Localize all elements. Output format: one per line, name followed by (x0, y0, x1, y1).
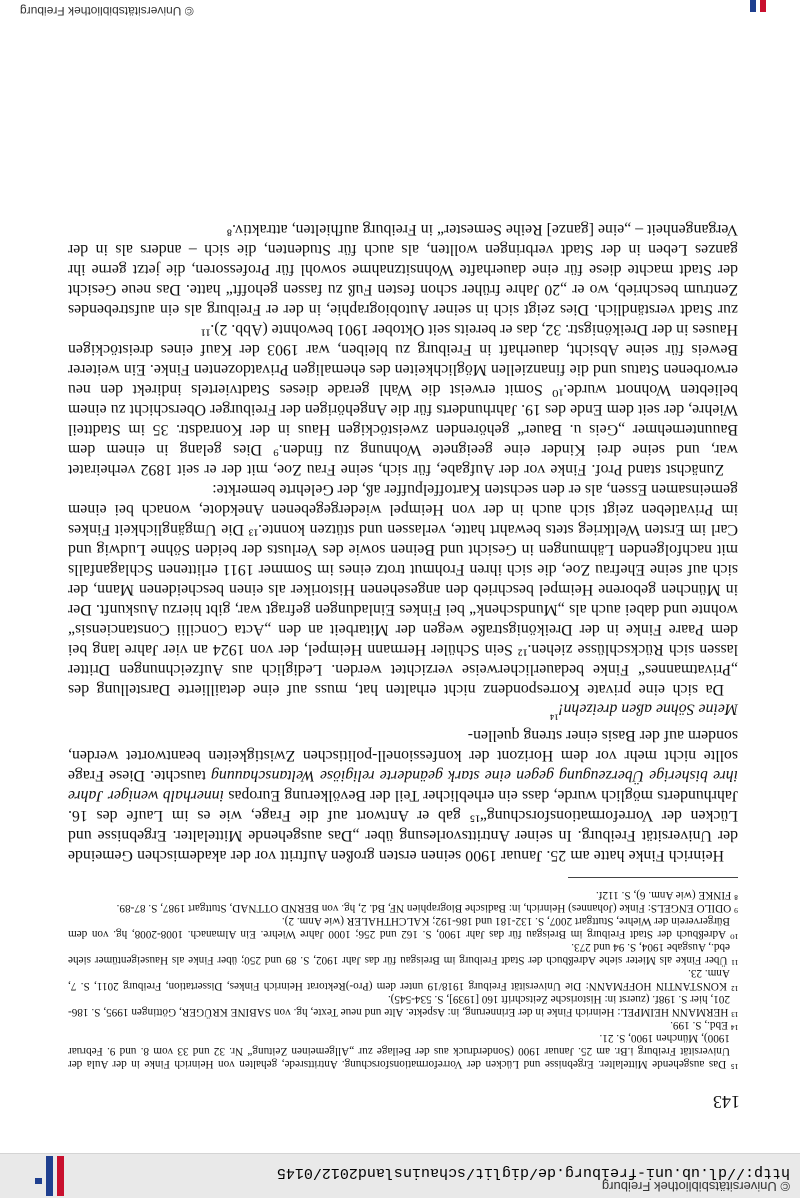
footnote: ¹³ HERMANN HEIMPEL: Heinrich Finke in der Erinnerung, in: Aspekte. Alte und neue Texte, hg. von SABINE KRÜGER, Göttingen 1995, S. 186-201, hier S. 198f. (zuerst in: Historische Zeitschrift 160 [1939], S. 534-545). (68, 993, 738, 1018)
body-paragraph: Da sich eine private Korrespondenz nicht erhalten hat, muss auf eine detaillierte Darstellung des „Privatmannes“ Finke bedauerlicherweise verzichtet werden. Lediglich aus Aufzeichnungen Dritter lassen sich Rückschlüsse ziehen.¹² Sein Schüler Hermann Heimpel, der von 1924 an vier Jahre lang bei dem Paare Finke in der Dreikönigstraße wegen der Mitarbeit an den „Acta Concilii Constanciensis“ wohnte und dabei auch als „Mundschenk“ bei Finkes Einladungen gefragt war, gibt hierzu Auskunft. Der in München geborene Heimpel beschrieb den angesehenen Historiker als einen bescheidenen Mann, der sich auf seine Ehefrau Zoe, die sich ihren Frohmut trotz eines im Sommer 1911 erlittenen Schlaganfalls mit nachfolgenden Lähmungen in Gesicht und Beinen sowie des Verlusts der beiden Söhne Ludwig und Carl im Ersten Weltkrieg stets bewahrt hatte, verlassen und stützen konnte.¹³ Die Umgänglichkeit Finkes im Privatleben zeigt sich auch in der von Heimpel wiedergegebenen Anekdote, wonach bei einem gemeinsamen Essen, als er den sechsten Kartoffelpuffer aß, der Gelehrte bemerkte: (68, 480, 738, 698)
body-paragraph: Zunächst stand Prof. Finke vor der Aufgabe, für sich, seine Frau Zoe, mit der er seit 1892 verheiratet war, und seine drei Kinder eine geeignete Wohnung zu finden.⁹ Dies gelang in einem dem Bauunternehmer „Geis u. Bauer“ gehörenden zweistöckigen Haus in der Konradstr. 35 im Stadtteil Wiehre, der seit dem Ende des 19. Jahrhunderts für die Angehörigen der Freiburger Oberschicht zu einem beliebten Wohnort wurde.¹⁰ Somit erweist die Wahl gerade dieses Stadtviertels indirekt den neu erworbenen Status und die finanziellen Möglichkeiten des ehemaligen Privatdozenten Finke. Ein weiterer Beweis für seine Absicht, dauerhaft in Freiburg zu bleiben, war 1903 der Kauf eines dreistöckigen Hauses in der Dreikönigstr. 32, das er bereits seit Oktober 1901 bewohnte (Abb. 2).¹¹ (68, 320, 738, 478)
footnote: ⁹ ODILO ENGELS: Finke (Johannes) Heinrich, in: Badische Biographien NF, Bd. 2, hg. von BERND OTTNAD, Stuttgart 1987, S. 87-89. (116, 902, 738, 914)
footnote: ¹⁰ Adreßbuch der Stadt Freiburg im Breisgau für das Jahr 1900, S. 162 und 256; 1000 Jahre Wiehre. Ein Almanach. 1008-2008, hg. von dem Bürgerverein der Wiehre, Stuttgart 2007, S. 132-181 und 186-192; KALCHTHALER (wie Anm. 2). (68, 915, 738, 940)
permalink-url[interactable]: http://dl.ub.uni-freiburg.de/diglit/schauinsland2012/0145 (276, 1164, 790, 1181)
body-paragraph: zur Stadt verständlich. Dies zeigt sich in seiner Autobiographie, in der er Freiburg als ein aufstrebendes Zentrum beschrieb, wo er „20 Jahre früher schon festen Fuß zu fassen gehofft“ hatte. Das neue Gesicht der Stadt machte diese für eine dauerhafte Wohnsitznahme sowohl für Professoren, die jetzt gerne ihr ganzes Leben in der Stadt verbringen wollten, als auch für Studenten, die sich – anders als in der Vergangenheit – „eine [ganze] Reihe Semester“ in Freiburg aufhielten, attraktiv.⁸ (68, 220, 738, 318)
body-paragraph: Heinrich Finke hatte am 25. Januar 1900 seinen ersten großen Auftritt vor der akademischen Gemeinde der Universität Freiburg. In seiner Antrittsvorlesung über „Das ausgehende Mittelalter. Ergebnisse und Lücken der Vorreformationsforschung“¹⁵ gab er Antwort auf die Frage, wie es im Laufe des 16. Jahrhunderts möglich wurde, dass ein erheblicher Teil der Bevölkerung Europas innerhalb weniger Jahre ihre bisherige Überzeugung gegen eine stark geänderte religiöse Weltanschauung tauschte. Diese Frage sollte nicht mehr vor dem Horizont der konfessionell-politischen Zwistigkeiten beantwortet werden, sondern auf der Basis einer streng quellen- (67, 727, 738, 864)
page-number: 143 (713, 1092, 740, 1112)
library-credit: © Universitätsbibliothek Freiburg (601, 1179, 790, 1194)
footnote: ¹⁴ Ebd., S. 199. (670, 1019, 738, 1031)
university-logo-icon (30, 1156, 70, 1196)
university-logo-icon (740, 0, 770, 12)
footnote: ¹⁵ Das ausgehende Mittelalter. Ergebnisse und Lücken der Vorreformationsforschung. Antrittsrede, gehalten von Heinrich Finke in der Aula der Universität Freiburg i.Br. am 25. Januar 1900 (Sonderdruck aus der Beilage zur „Allgemeinen Zeitung“ Nr. 32 und 33 vom 8. und 9. Februar 1900), München 1900, S. 21. (68, 1032, 738, 1070)
page-content (68, 219, 738, 1070)
footnote: ⁸ FINKE (wie Anm. 6), S. 112f. (595, 889, 738, 901)
header-bar (0, 1153, 800, 1198)
library-credit-footer: © Universitätsbibliothek Freiburg (20, 4, 194, 18)
footnote-divider (568, 877, 738, 878)
body-quote: Meine Söhne aßen dreizehn!$^{^{14}}$ (549, 700, 738, 723)
footnote: ¹¹ Über Finke als Mieter siehe Adreßbuch der Stadt Freiburg im Breisgau für das Jahr 1902, S. 89 und 250; über Finke als Hauseigentümer siehe ebd., Ausgabe 1904, S. 94 und 273. (68, 941, 738, 966)
footnote: ¹² KONSTANTIN HOFFMANN: Die Universität Freiburg 1918/19 unter dem (Pro-)Rektorat Heinrich Finkes, Dissertation, Freiburg 2011, S. 7, Anm. 23. (68, 967, 738, 992)
